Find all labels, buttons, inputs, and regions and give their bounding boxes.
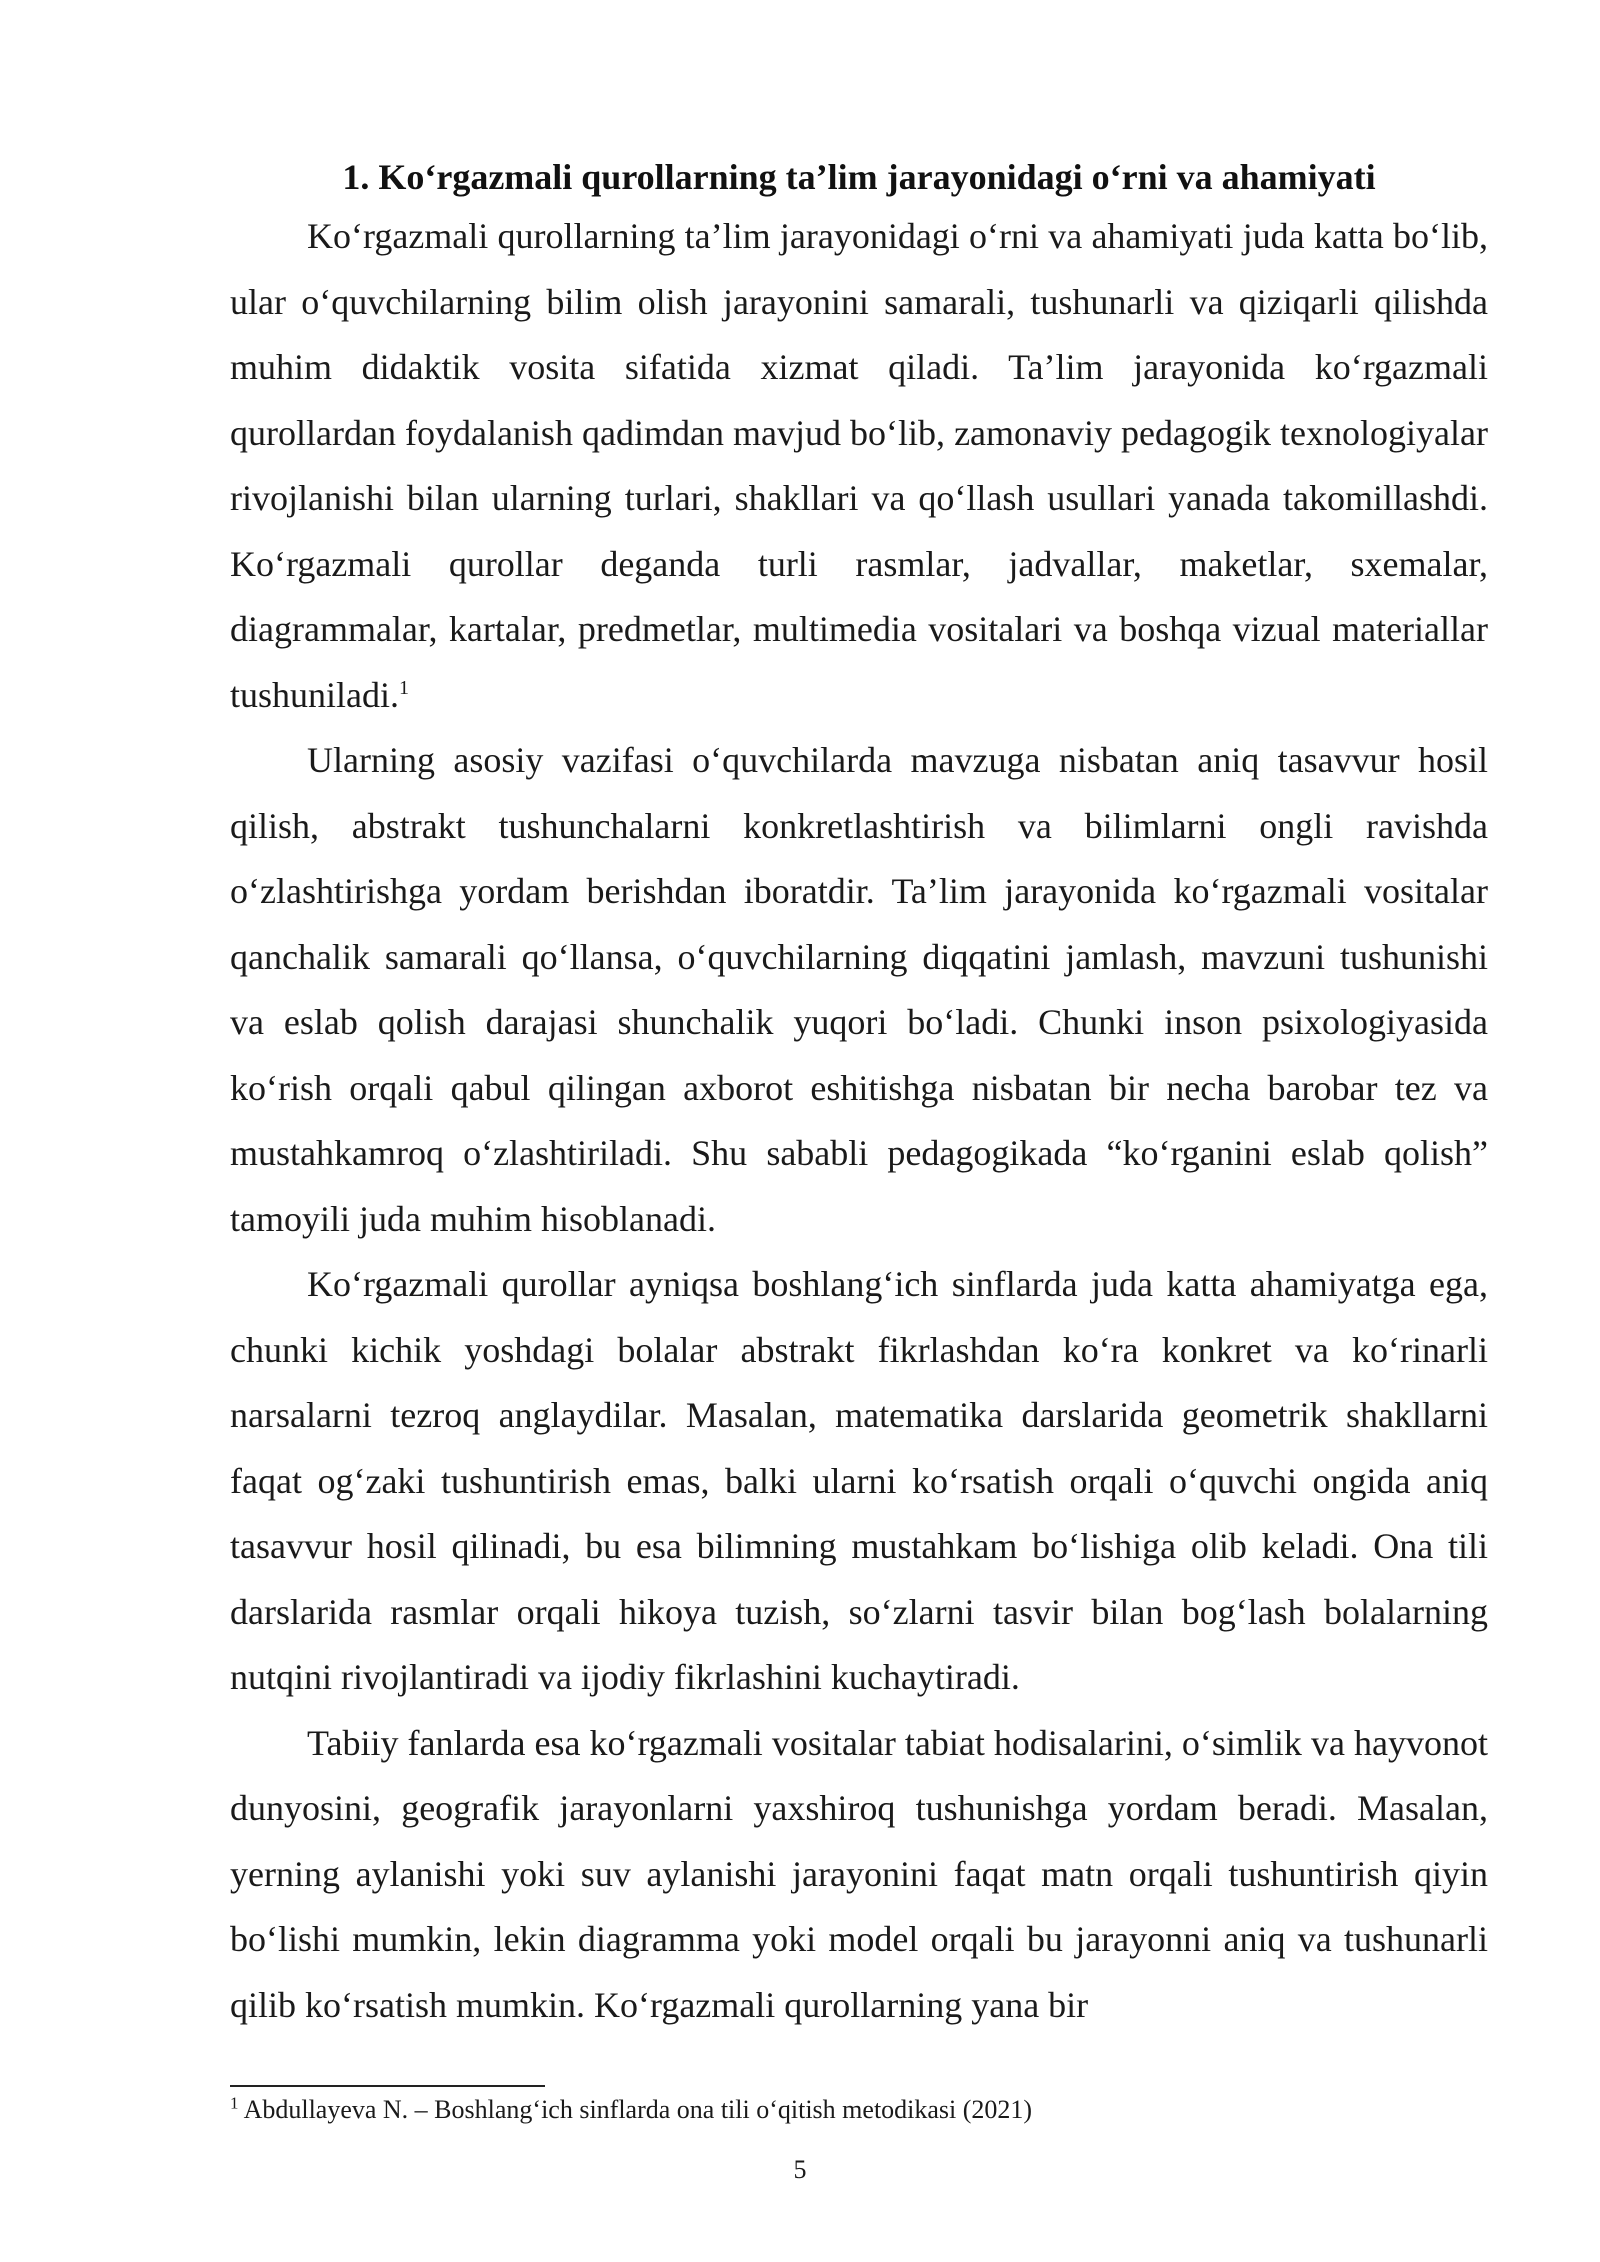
page-number: 5 (793, 2155, 807, 2184)
paragraph-3: Ko‘rgazmali qurollar ayniqsa boshlang‘ich sinflarda juda katta ahamiyatga ega, chunki kichik yoshdagi bolalar abstrakt fikrlashdan ko‘ra konkret va ko‘rinarli narsalarni tezroq anglaydilar. Masalan, matematika darslarida geometrik shakllarni faqat og‘zaki tushuntirish emas, balki ularni ko‘rsatish orqali o‘quvchi ongida aniq tasavvur hosil qilinadi, bu esa bilimning mustahkam bo‘lishiga olib keladi. Ona tili darslarida rasmlar orqali hikoya tuzish, so‘zlarni tasvir bilan bog‘lash bolalarning nutqini rivojlantiradi va ijodiy fikrlashini kuchaytiradi. (230, 1264, 1488, 1697)
paragraph-2: Ularning asosiy vazifasi o‘quvchilarda mavzuga nisbatan aniq tasavvur hosil qilish, abstrakt tushunchalarni konkretlashtirish va bilimlarni ongli ravishda o‘zlashtirishga yordam berishdan iboratdir. Ta’lim jarayonida ko‘rgazmali vositalar qanchalik samarali qo‘llansa, o‘quvchilarning diqqatini jamlash, mavzuni tushunishi va eslab qolish darajasi shunchalik yuqori bo‘ladi. Chunki inson psixologiyasida ko‘rish orqali qabul qilingan axborot eshitishga nisbatan bir necha barobar tez va mustahkamroq o‘zlashtiriladi. Shu sababli pedagogikada “ko‘rganini eslab qolish” tamoyili juda muhim hisoblanadi. (230, 740, 1488, 1239)
footnote-marker: 1 (230, 2093, 239, 2113)
paragraph-1-text: Ko‘rgazmali qurollarning ta’lim jarayonidagi o‘rni va ahamiyati juda katta bo‘lib, ular o‘quvchilarning bilim olish jarayonini samarali, tushunarli va qiziqarli qilishda muhim didaktik vosita sifatida xizmat qiladi. Ta’lim jarayonida ko‘rgazmali qurollardan foydalanish qadimdan mavjud bo‘lib, zamonaviy pedagogik texnologiyalar rivojlanishi bilan ularning turlari, shakllari va qo‘llash usullari yanada takomillashdi. Ko‘rgazmali qurollar deganda turli rasmlar, jadvallar, maketlar, sxemalar, diagrammalar, kartalar, predmetlar, multimedia vositalari va boshqa vizual materiallar tushuniladi. (230, 216, 1488, 715)
section-heading: 1. Ko‘rgazmali qurollarning ta’lim jarayonidagi o‘rni va ahamiyati (342, 157, 1376, 197)
footnote-reference[interactable]: 1 (399, 676, 409, 699)
paragraph-1 (230, 204, 1488, 728)
page-body (230, 150, 1488, 2038)
footnote (230, 2090, 1488, 2130)
footnote-text: Abdullayeva N. – Boshlang‘ich sinflarda ona tili o‘qitish metodikasi (2021) (238, 2095, 1033, 2124)
footnote-separator (230, 2085, 545, 2087)
paragraph-4: Tabiiy fanlarda esa ko‘rgazmali vositalar tabiat hodisalarini, o‘simlik va hayvonot dunyosini, geografik jarayonlarni yaxshiroq tushunishga yordam beradi. Masalan, yerning aylanishi yoki suv aylanishi jarayonini faqat matn orqali tushuntirish qiyin bo‘lishi mumkin, lekin diagramma yoki model orqali bu jarayonni aniq va tushunarli qilib ko‘rsatish mumkin. Ko‘rgazmali qurollarning yana bir (230, 1722, 1488, 2025)
